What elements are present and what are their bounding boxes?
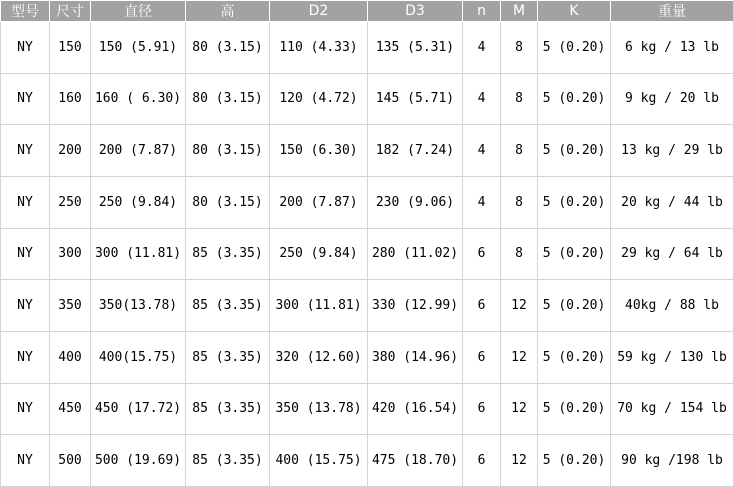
table-cell-d2: 150 (6.30) xyxy=(270,125,368,177)
table-cell-n: 4 xyxy=(463,22,501,74)
table-cell-size: 450 xyxy=(50,383,91,435)
table-cell-model: NY xyxy=(1,73,50,125)
table-cell-size: 160 xyxy=(50,73,91,125)
table-cell-d2: 350 (13.78) xyxy=(270,383,368,435)
table-row xyxy=(1,435,733,487)
header-cell-d3: D3 xyxy=(368,1,463,22)
table-cell-weight: 40kg / 88 lb xyxy=(611,280,733,332)
table-cell-k: 5 (0.20) xyxy=(538,125,611,177)
header-cell-weight: 重量 xyxy=(611,1,733,22)
header-cell-k: K xyxy=(538,1,611,22)
header-cell-n: n xyxy=(463,1,501,22)
table-cell-m: 12 xyxy=(501,331,538,383)
table-cell-height: 80 (3.15) xyxy=(186,73,270,125)
table-cell-diameter: 400(15.75) xyxy=(91,331,186,383)
table-cell-d2: 250 (9.84) xyxy=(270,228,368,280)
table-cell-size: 400 xyxy=(50,331,91,383)
table-cell-n: 6 xyxy=(463,383,501,435)
table-cell-d3: 230 (9.06) xyxy=(368,176,463,228)
table-cell-d3: 135 (5.31) xyxy=(368,22,463,74)
table-cell-model: NY xyxy=(1,176,50,228)
table-cell-d3: 475 (18.70) xyxy=(368,435,463,487)
table-row xyxy=(1,176,733,228)
table-cell-height: 85 (3.35) xyxy=(186,280,270,332)
table-cell-model: NY xyxy=(1,125,50,177)
header-cell-model: 型号 xyxy=(1,1,50,22)
table-cell-n: 6 xyxy=(463,228,501,280)
table-cell-d3: 182 (7.24) xyxy=(368,125,463,177)
table-cell-size: 150 xyxy=(50,22,91,74)
table-cell-d2: 400 (15.75) xyxy=(270,435,368,487)
table-cell-model: NY xyxy=(1,22,50,74)
table-cell-d2: 110 (4.33) xyxy=(270,22,368,74)
table-cell-k: 5 (0.20) xyxy=(538,331,611,383)
table-cell-k: 5 (0.20) xyxy=(538,176,611,228)
header-cell-m: M xyxy=(501,1,538,22)
table-cell-weight: 9 kg / 20 lb xyxy=(611,73,733,125)
table-cell-weight: 20 kg / 44 lb xyxy=(611,176,733,228)
table-cell-n: 4 xyxy=(463,176,501,228)
table-cell-d2: 200 (7.87) xyxy=(270,176,368,228)
table-cell-m: 8 xyxy=(501,22,538,74)
table-cell-height: 85 (3.35) xyxy=(186,383,270,435)
table-cell-weight: 6 kg / 13 lb xyxy=(611,22,733,74)
table-cell-model: NY xyxy=(1,435,50,487)
table-row xyxy=(1,22,733,74)
table-cell-height: 85 (3.35) xyxy=(186,331,270,383)
header-cell-height: 高 xyxy=(186,1,270,22)
table-cell-n: 6 xyxy=(463,280,501,332)
table-cell-diameter: 300 (11.81) xyxy=(91,228,186,280)
table-cell-diameter: 150 (5.91) xyxy=(91,22,186,74)
table-cell-m: 8 xyxy=(501,176,538,228)
table-cell-weight: 59 kg / 130 lb xyxy=(611,331,733,383)
table-cell-n: 4 xyxy=(463,73,501,125)
table-cell-k: 5 (0.20) xyxy=(538,228,611,280)
table-cell-weight: 13 kg / 29 lb xyxy=(611,125,733,177)
table-cell-diameter: 500 (19.69) xyxy=(91,435,186,487)
table-cell-height: 80 (3.15) xyxy=(186,176,270,228)
table-cell-n: 4 xyxy=(463,125,501,177)
table-cell-size: 350 xyxy=(50,280,91,332)
table-cell-size: 200 xyxy=(50,125,91,177)
table-row xyxy=(1,73,733,125)
table-cell-model: NY xyxy=(1,383,50,435)
table-cell-d3: 420 (16.54) xyxy=(368,383,463,435)
table-head xyxy=(1,1,733,22)
table-cell-height: 85 (3.35) xyxy=(186,435,270,487)
table-cell-m: 12 xyxy=(501,435,538,487)
table-cell-m: 8 xyxy=(501,73,538,125)
header-row xyxy=(1,1,733,22)
table-cell-weight: 70 kg / 154 lb xyxy=(611,383,733,435)
table-cell-model: NY xyxy=(1,280,50,332)
table-cell-weight: 90 kg /198 lb xyxy=(611,435,733,487)
table-cell-k: 5 (0.20) xyxy=(538,22,611,74)
table-cell-height: 80 (3.15) xyxy=(186,22,270,74)
table-cell-n: 6 xyxy=(463,435,501,487)
table-cell-size: 500 xyxy=(50,435,91,487)
table-cell-m: 8 xyxy=(501,228,538,280)
table-row xyxy=(1,125,733,177)
table-row xyxy=(1,228,733,280)
table-cell-model: NY xyxy=(1,228,50,280)
table-cell-d2: 320 (12.60) xyxy=(270,331,368,383)
table-cell-d3: 145 (5.71) xyxy=(368,73,463,125)
table-row xyxy=(1,383,733,435)
table-cell-d3: 280 (11.02) xyxy=(368,228,463,280)
table-row xyxy=(1,331,733,383)
table-cell-m: 8 xyxy=(501,125,538,177)
header-cell-size: 尺寸 xyxy=(50,1,91,22)
table-cell-n: 6 xyxy=(463,331,501,383)
table-cell-d2: 120 (4.72) xyxy=(270,73,368,125)
table-row xyxy=(1,280,733,332)
table-cell-diameter: 350(13.78) xyxy=(91,280,186,332)
table-cell-d3: 330 (12.99) xyxy=(368,280,463,332)
table-cell-model: NY xyxy=(1,331,50,383)
table-cell-diameter: 450 (17.72) xyxy=(91,383,186,435)
table-cell-d2: 300 (11.81) xyxy=(270,280,368,332)
table-cell-diameter: 200 (7.87) xyxy=(91,125,186,177)
table-cell-k: 5 (0.20) xyxy=(538,435,611,487)
table-cell-k: 5 (0.20) xyxy=(538,383,611,435)
table-cell-weight: 29 kg / 64 lb xyxy=(611,228,733,280)
table-cell-k: 5 (0.20) xyxy=(538,73,611,125)
table-cell-d3: 380 (14.96) xyxy=(368,331,463,383)
table-cell-k: 5 (0.20) xyxy=(538,280,611,332)
header-cell-diameter: 直径 xyxy=(91,1,186,22)
table-cell-height: 80 (3.15) xyxy=(186,125,270,177)
table-cell-m: 12 xyxy=(501,280,538,332)
table-cell-size: 300 xyxy=(50,228,91,280)
header-cell-d2: D2 xyxy=(270,1,368,22)
table-body xyxy=(1,22,733,487)
table-cell-diameter: 160 ( 6.30) xyxy=(91,73,186,125)
table-cell-m: 12 xyxy=(501,383,538,435)
table-cell-diameter: 250 (9.84) xyxy=(91,176,186,228)
table-cell-height: 85 (3.35) xyxy=(186,228,270,280)
table-cell-size: 250 xyxy=(50,176,91,228)
